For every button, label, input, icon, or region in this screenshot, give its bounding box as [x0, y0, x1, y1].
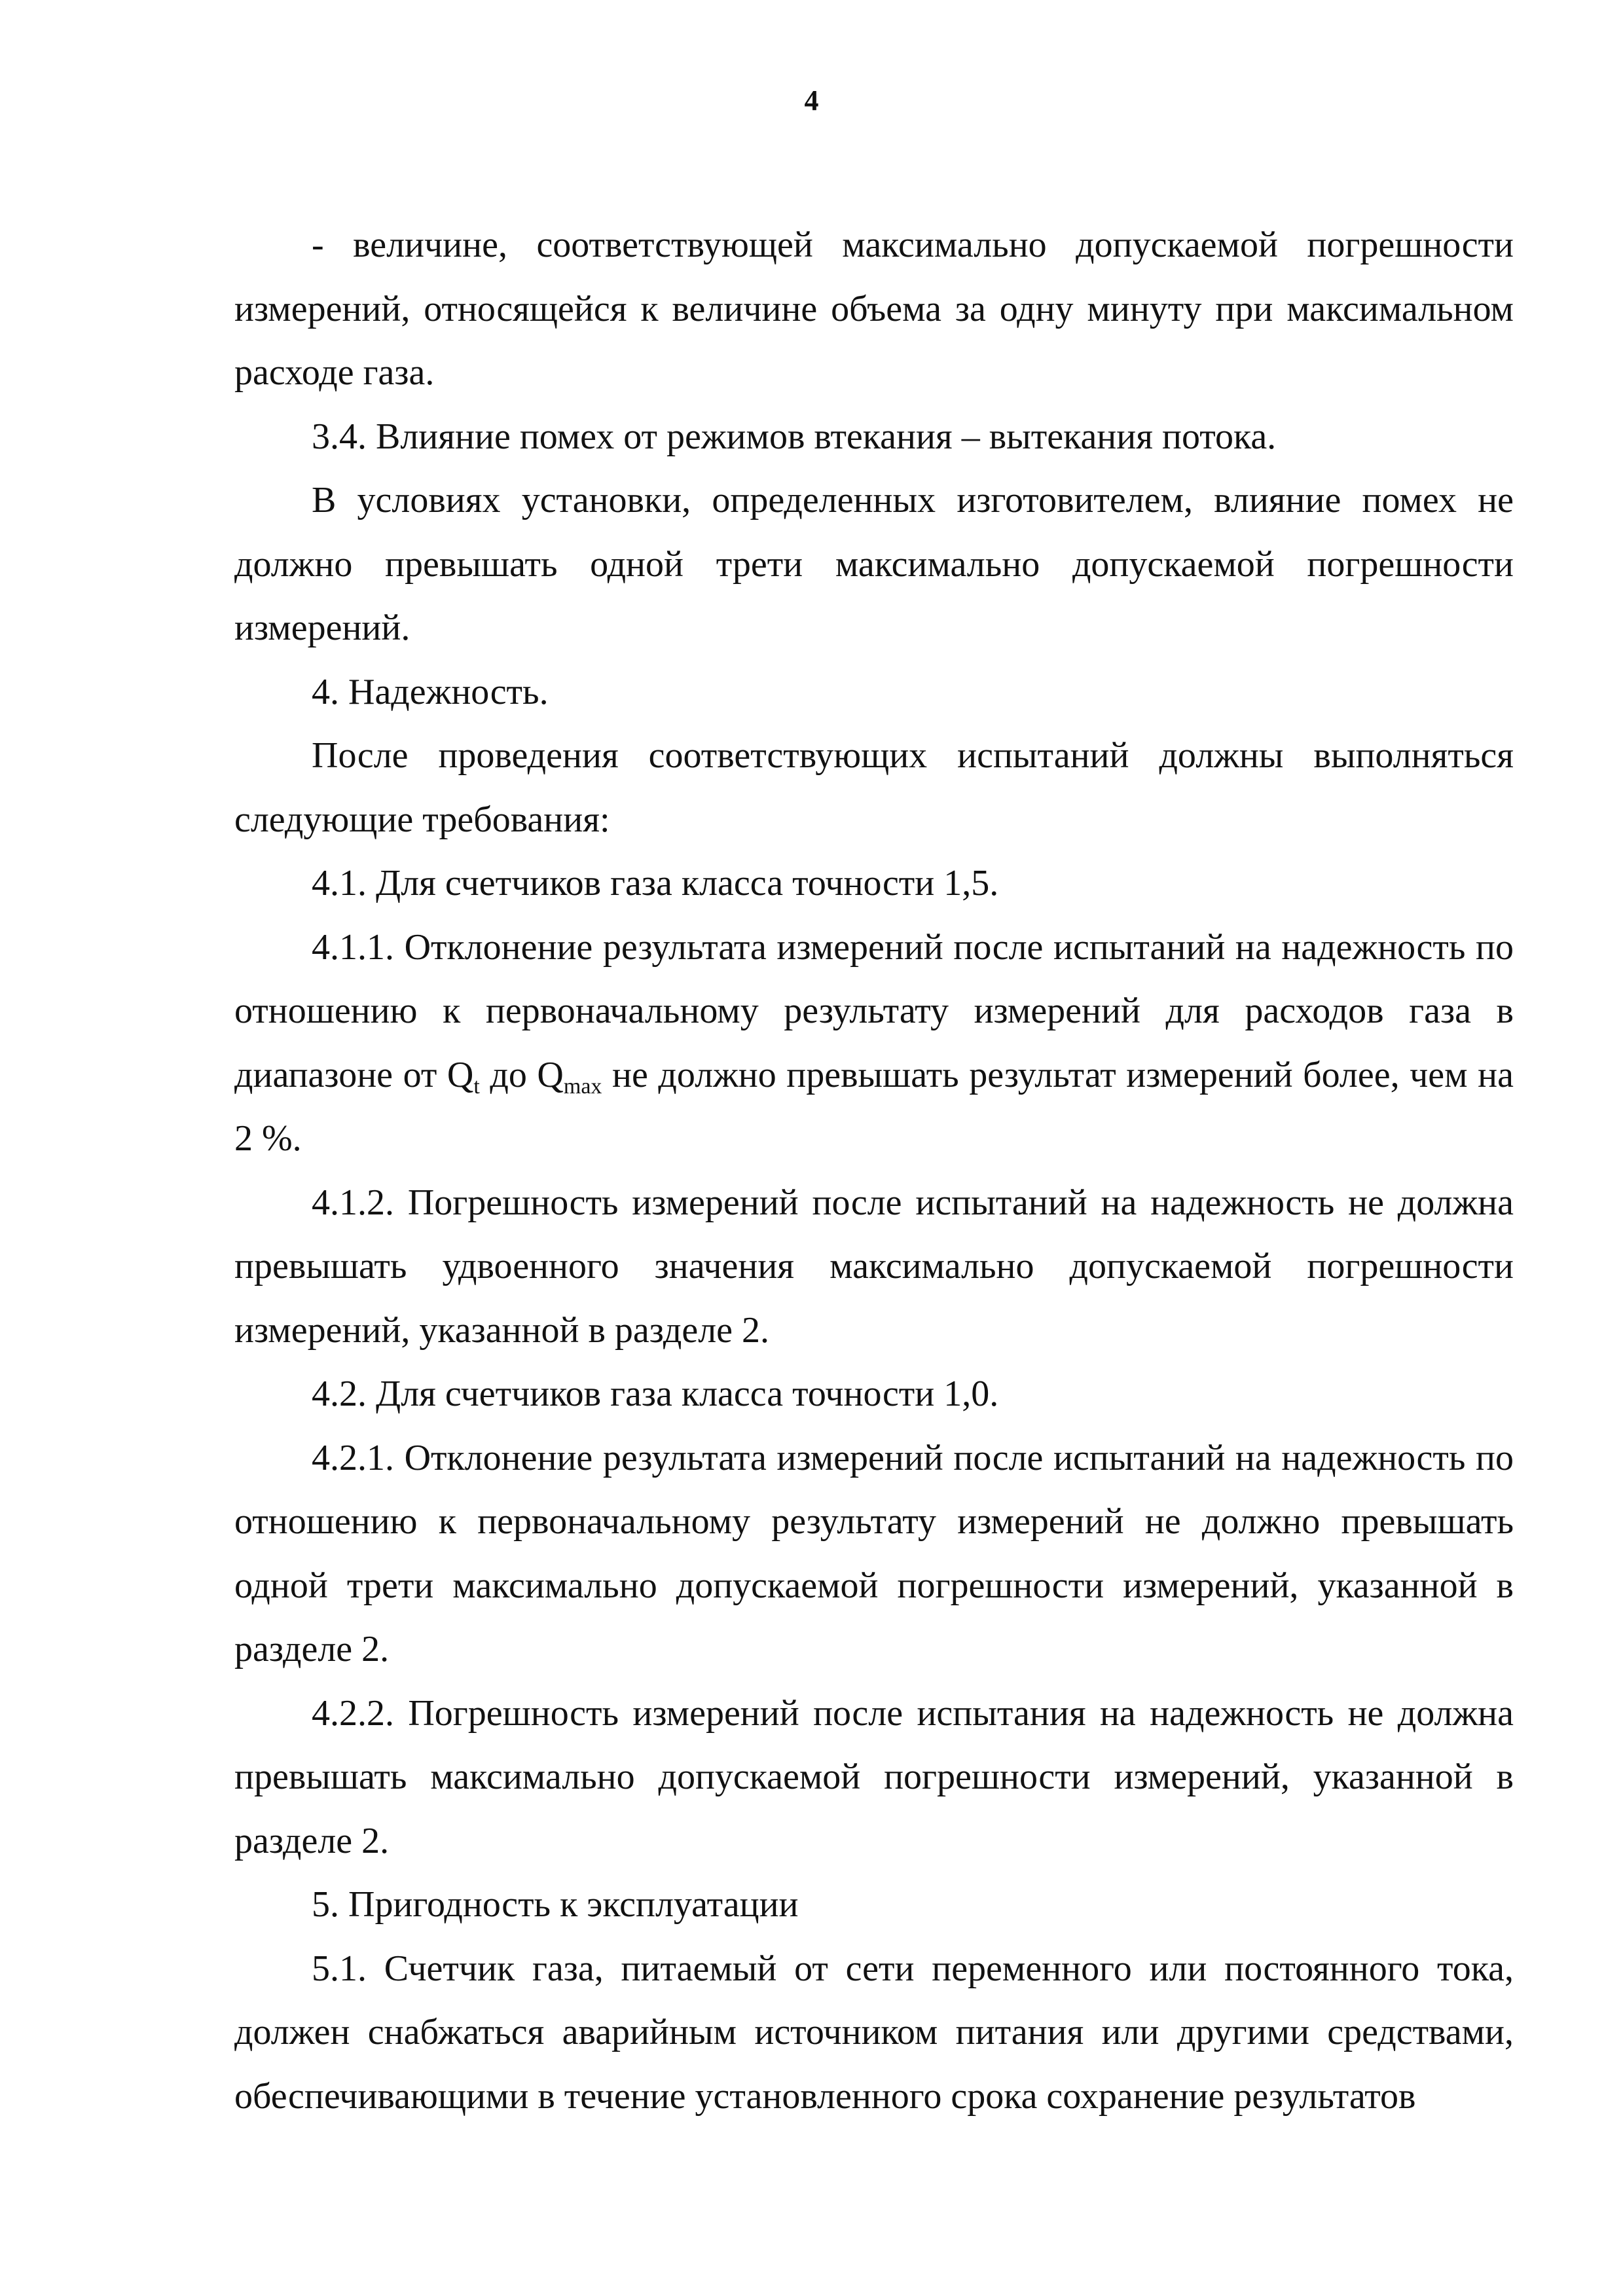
page-number: 4 [804, 84, 819, 117]
paragraph-4-1-1 [234, 916, 1514, 1171]
section-4-2-heading: 4.2. Для счетчиков газа класса точности 1,0. [312, 1374, 999, 1414]
paragraph-interference: В условиях установки, определенных изготовителем, влияние помех не должно превышать одной трети максимально допускаемой погрешности измерений. [234, 480, 1514, 648]
paragraph-4-1-1-text-b: до [479, 1054, 538, 1095]
paragraph-4-1-1-text-a: 4.1.1. Отклонение результата измерений после испытаний на надежность по отношению к первоначальному результату измерений для расходов газа в диапазоне от [234, 926, 1514, 1095]
paragraph-4-1-1-text-c: не должно превышать результат измерений более, чем на 2 %. [234, 1054, 1514, 1159]
paragraph-4-2-2: 4.2.2. Погрешность измерений после испытания на надежность не должна превышать максимально допускаемой погрешности измерений, указанной в разделе 2. [234, 1692, 1514, 1861]
section-4-heading: 4. Надежность. [312, 671, 549, 712]
paragraph-4-2-1: 4.2.1. Отклонение результата измерений после испытаний на надежность по отношению к первоначальному результату измерений не должно превышать одной трети максимально допускаемой погрешности измерений, указанной в разделе 2. [234, 1437, 1514, 1669]
paragraph-5-1: 5.1. Счетчик газа, питаемый от сети переменного или постоянного тока, должен снабжаться аварийным источником питания или другими средствами, обеспечивающими в течение установленного срока сохранение результатов [234, 1948, 1514, 2117]
qt-subscript: t [473, 1074, 480, 1099]
paragraph-4-1-2: 4.1.2. Погрешность измерений после испытаний на надежность не должна превышать удвоенного значения максимально допускаемой погрешности измерений, указанной в разделе 2. [234, 1182, 1514, 1351]
document-body [234, 213, 1514, 2128]
paragraph-after-tests: После проведения соответствующих испытаний должны выполняться следующие требования: [234, 735, 1514, 840]
qmax-subscript: max [563, 1074, 602, 1099]
q-symbol: Q [537, 1054, 564, 1095]
q-symbol: Q [447, 1054, 474, 1095]
section-3-4-heading: 3.4. Влияние помех от режимов втекания – вытекания потока. [312, 416, 1277, 457]
section-5-heading: 5. Пригодность к эксплуатации [312, 1884, 799, 1925]
section-4-1-heading: 4.1. Для счетчиков газа класса точности 1,5. [312, 863, 999, 903]
paragraph-flow-rate-error: - величине, соответствующей максимально допускаемой погрешности измерений, относящейся к величине объема за одну минуту при максимальном расходе газа. [234, 225, 1514, 393]
